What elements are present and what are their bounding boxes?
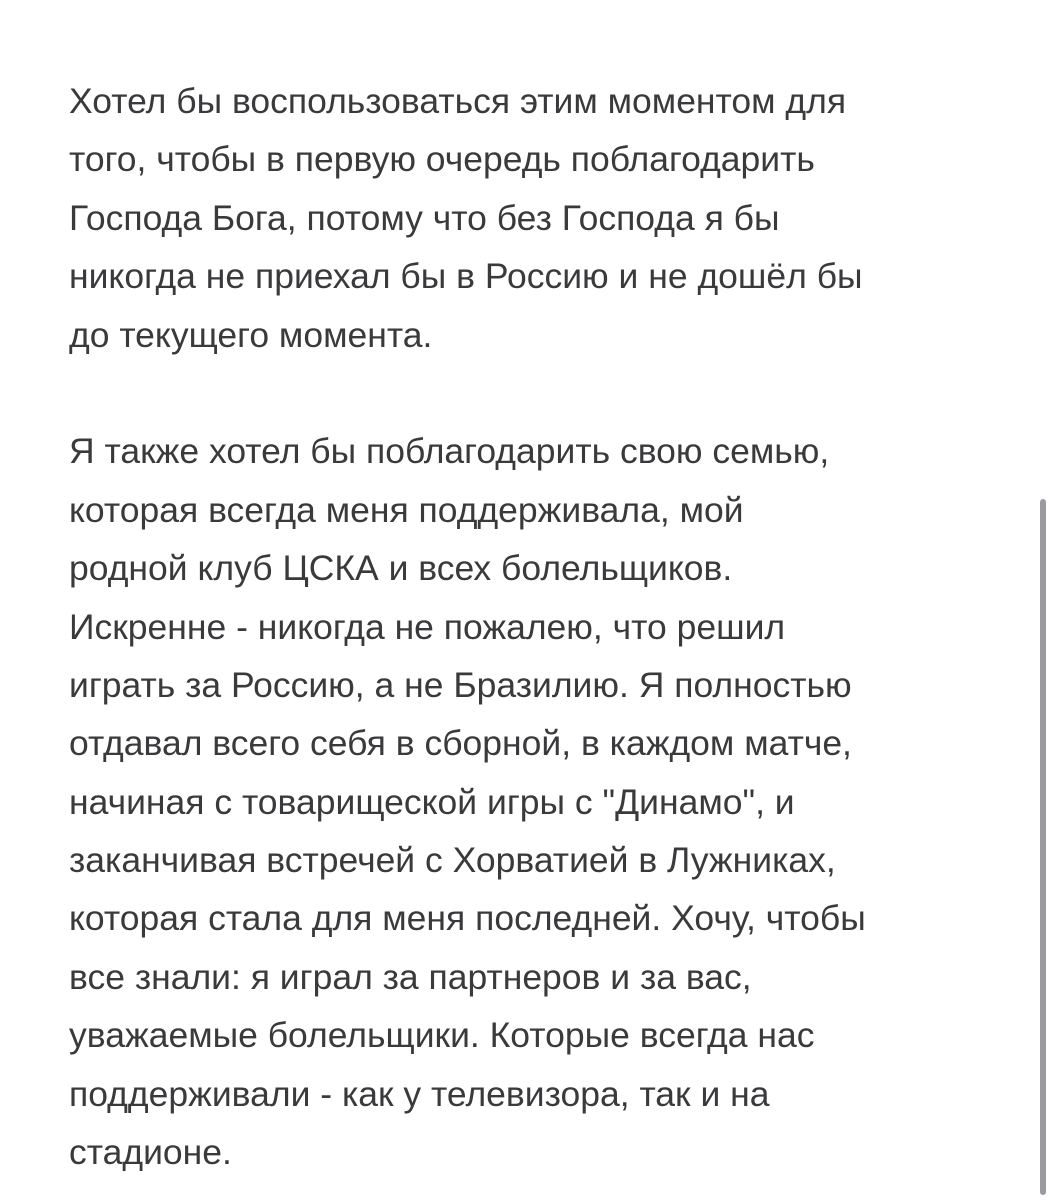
paragraph-line: никогда не приехал бы в Россию и не дошёл бы xyxy=(69,256,863,297)
paragraph-line: того, чтобы в первую очередь поблагодарить xyxy=(69,139,815,180)
paragraph-line: Искренне - никогда не пожалею, что решил xyxy=(69,606,786,647)
paragraph-line: которая стала для меня последней. Хочу, чтобы xyxy=(69,898,866,939)
paragraph-line: все знали: я играл за партнеров и за вас, xyxy=(69,956,752,997)
paragraph-line: отдавал всего себя в сборной, в каждом матче, xyxy=(69,723,852,764)
paragraph-line: уважаемые болельщики. Которые всегда нас xyxy=(69,1015,815,1056)
paragraph-line: поддерживали - как у телевизора, так и на xyxy=(69,1073,770,1114)
paragraph-line: заканчивая встречей с Хорватией в Лужниках, xyxy=(69,840,836,881)
paragraph-line: Господа Бога, потому что без Господа я бы xyxy=(69,197,780,238)
paragraph-line: Хотел бы воспользоваться этим моментом для xyxy=(69,81,847,121)
paragraph-line: которая всегда меня поддерживала, мой xyxy=(69,489,744,530)
paragraph-line: играть за Россию, а не Бразилию. Я полностью xyxy=(69,664,852,705)
paragraph-line: до текущего момента. xyxy=(69,314,433,355)
article-body xyxy=(69,72,989,1181)
paragraph-1 xyxy=(69,72,989,364)
vertical-scrollbar-thumb[interactable] xyxy=(1040,499,1046,1195)
paragraph-spacer xyxy=(69,364,989,422)
paragraph-line: родной клуб ЦСКА и всех болельщиков. xyxy=(69,548,733,589)
paragraph-line: стадионе. xyxy=(69,1132,232,1173)
paragraph-line: Я также хотел бы поблагодарить свою семью, xyxy=(69,431,830,472)
paragraph-line: начиная с товарищеской игры с "Динамо", и xyxy=(69,781,795,822)
paragraph-2 xyxy=(69,422,989,1181)
